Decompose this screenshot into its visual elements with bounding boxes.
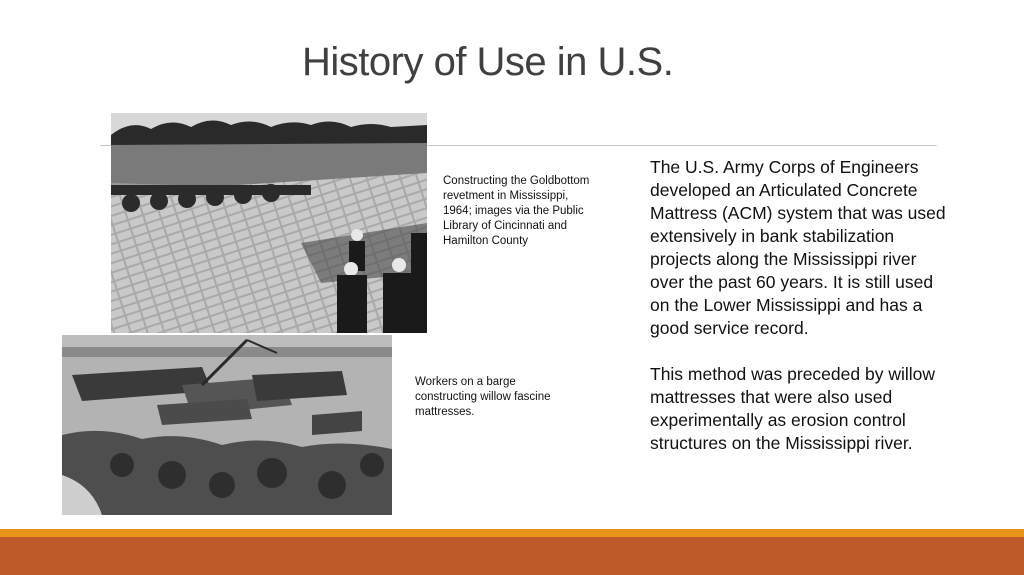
revetment-photo-caption: Constructing the Goldbottom revetment in Mississippi, 1964; images via the Public Library of Cincinnati and Hamilton County — [443, 175, 590, 247]
body-paragraph-acm: The U.S. Army Corps of Engineers developed an Articulated Concrete Mattress (ACM) system that was used extensively in bank stabilization projects along the Mississippi river over the past 60 years. It is still used on the Lower Mississippi and has a good service record. — [650, 157, 946, 338]
body-text — [650, 156, 950, 478]
footer-accent-band — [0, 529, 1024, 537]
body-paragraph-willow: This method was preceded by willow mattresses that were also used experimentally as erosion control structures on the Mississippi river. — [650, 364, 935, 453]
slide-title: History of Use in U.S. — [302, 40, 674, 84]
barge-photo — [62, 335, 392, 515]
footer-band — [0, 537, 1024, 575]
barge-photo-caption: Workers on a barge constructing willow fascine mattresses. — [415, 376, 551, 418]
revetment-photo — [111, 113, 427, 333]
